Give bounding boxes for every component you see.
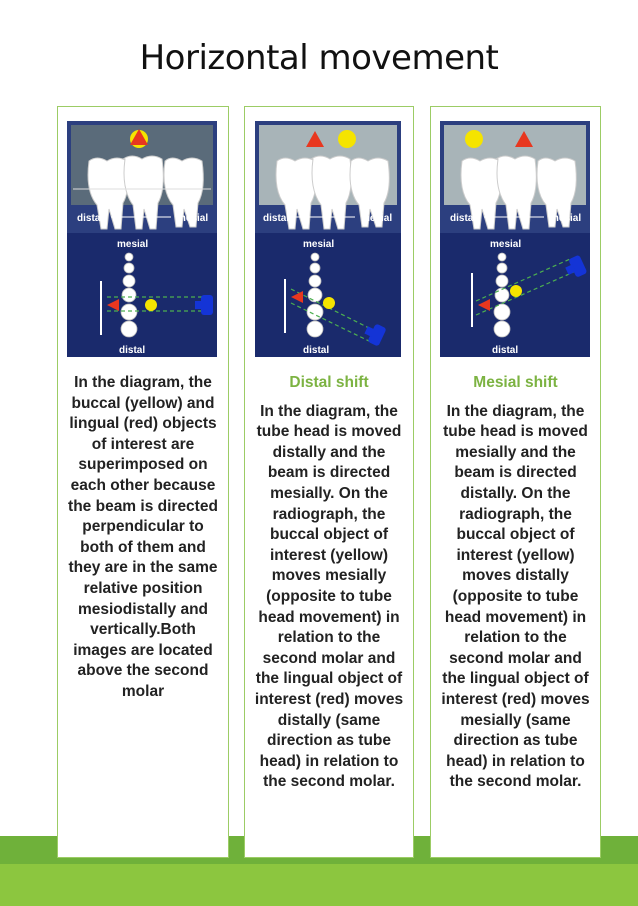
diagram-label-mesial: mesial [177, 213, 209, 224]
column-text [437, 373, 594, 793]
column-body: In the diagram, the buccal (yellow) and lingual (red) objects of interest are superimposed on each other because the beam is directed perpendicular to both of them and they are in the same relative position mesiodistally and vertically.Both images are located above the second molar [68, 374, 218, 700]
column-superimposed [57, 106, 229, 858]
diagram-label-distal-bottom: distal [303, 345, 330, 356]
column-heading: Mesial shift [473, 374, 558, 391]
column-text [64, 373, 222, 703]
diagram-superimposed [67, 121, 217, 357]
diagram-label-mesial-top: mesial [490, 239, 522, 250]
diagram-label-distal-bottom: distal [119, 345, 146, 356]
diagram-label-mesial-top: mesial [117, 239, 149, 250]
column-distal-shift [244, 106, 414, 858]
diagram-mesial-shift-svg [440, 121, 590, 357]
column-heading: Distal shift [289, 374, 369, 391]
column-body: In the diagram, the tube head is moved distally and the beam is directed mesially. On the radiograph, the buccal object of interest (yellow) moves mesially (opposite to tube head movement) in relation to the second molar and the lingual object of interest (red) moves distally (same direction as tube head) in relation to the second molar. [254, 402, 404, 791]
diagram-mesial-shift [440, 121, 590, 357]
column-text [251, 373, 407, 793]
page-title: Horizontal movement [139, 38, 499, 78]
diagram-distal-shift-svg [255, 121, 401, 357]
diagram-label-mesial-top: mesial [303, 239, 335, 250]
column-mesial-shift [430, 106, 601, 858]
diagram-label-mesial: mesial [550, 213, 582, 224]
diagram-label-distal: distal [450, 213, 477, 224]
footer-strip [0, 864, 638, 906]
diagram-label-distal: distal [263, 213, 290, 224]
diagram-label-mesial: mesial [361, 213, 393, 224]
diagram-distal-shift [255, 121, 401, 357]
diagram-superimposed-svg [67, 121, 217, 357]
diagram-label-distal-bottom: distal [492, 345, 519, 356]
diagram-label-distal: distal [77, 213, 104, 224]
column-body: In the diagram, the tube head is moved mesially and the beam is directed distally. On the radiograph, the buccal object of interest (yellow) moves distally (opposite to tube head movement) in relation to the second molar and the lingual object of interest (red) moves mesially (same direction as tube head) in relation to the second molar. [441, 402, 590, 791]
